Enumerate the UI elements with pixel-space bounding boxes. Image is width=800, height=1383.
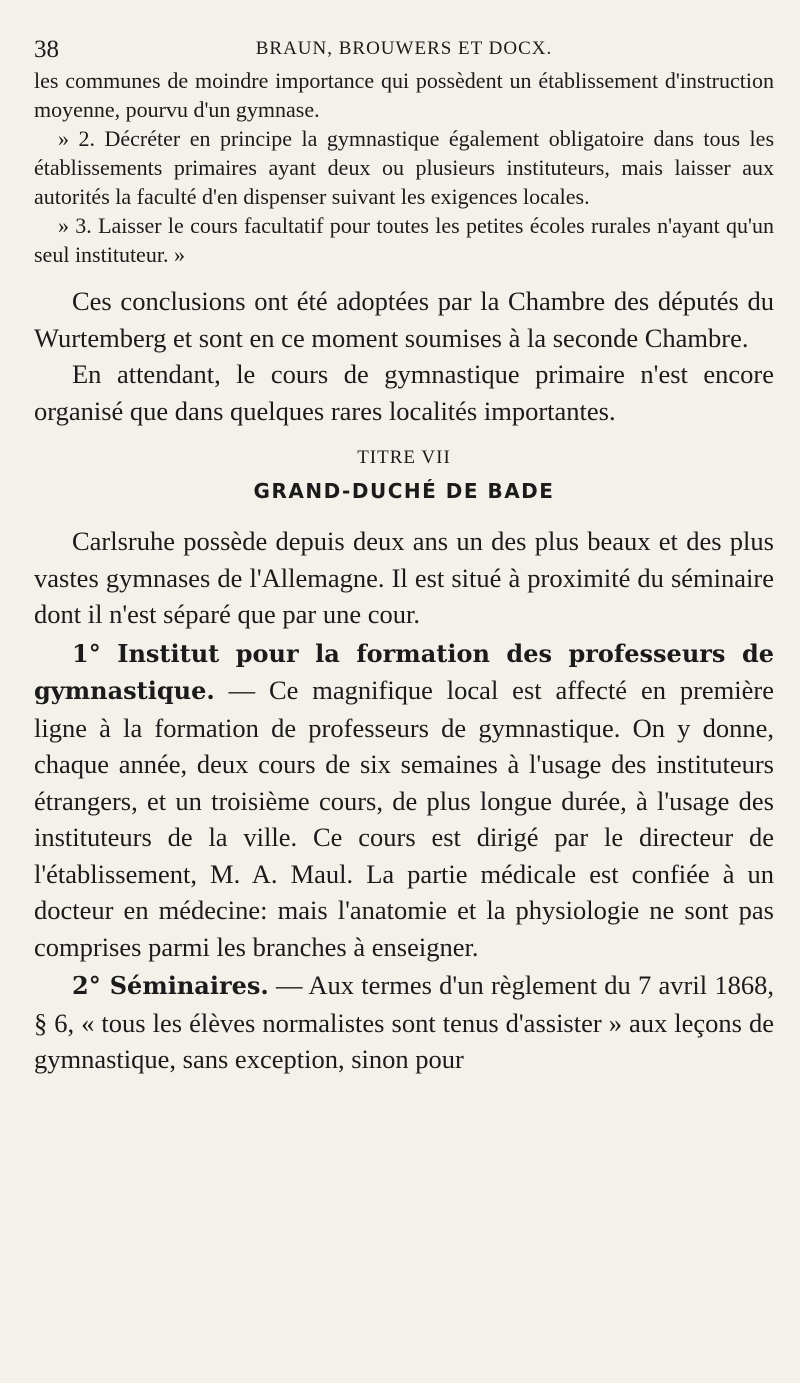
quoted-conclusions bbox=[34, 66, 774, 269]
chapter-title: GRAND-DUCHÉ DE BADE bbox=[253, 479, 555, 503]
seminaires-paragraph bbox=[34, 967, 774, 1078]
seminaires-text: — Aux termes d'un règlement du 7 avril 1868, § 6, « tous les élèves normalistes sont tenus d'assister » aux leçons de gymnastique, sans exception, sinon pour bbox=[34, 970, 774, 1074]
book-page bbox=[34, 30, 774, 1078]
baden-section bbox=[34, 523, 774, 1078]
page-number: 38 bbox=[34, 36, 59, 63]
institut-heading: 1° Institut pour la formation des professeurs de gymnastique. bbox=[34, 638, 774, 705]
wurtemberg-conclusion bbox=[34, 283, 774, 429]
running-title: BRAUN, BROUWERS ET DOCX. bbox=[255, 38, 553, 59]
chapter-number: TITRE VII bbox=[357, 447, 451, 468]
chapter-heading bbox=[34, 447, 774, 503]
body-paragraph: Ces conclusions ont été adoptées par la Chambre des députés du Wurtemberg et sont en ce moment soumises à la seconde Chambre. bbox=[34, 286, 774, 353]
institut-text: — Ce magnifique local est affecté en première ligne à la formation de professeurs de gymnastique. On y donne, chaque année, deux cours de six semaines à l'usage des instituteurs étrangers, et un troisième cours, de plus longue durée, à l'usage des instituteurs de la ville. Ce cours est dirigé par le directeur de l'établissement, M. A. Maul. La partie médicale est confiée à un docteur en médecine: mais l'anatomie et la physiologie ne sont pas comprises parmi les branches à enseigner. bbox=[34, 675, 774, 962]
quote-paragraph: » 2. Décréter en principe la gymnastique également obligatoire dans tous les établissements primaires ayant deux ou plusieurs instituteurs, mais laisser aux autorités la faculté d'en dispenser suivant les exigences locales. bbox=[34, 126, 774, 209]
quote-paragraph: » 3. Laisser le cours facultatif pour toutes les petites écoles rurales n'ayant qu'un seul instituteur. » bbox=[34, 213, 774, 267]
body-paragraph: En attendant, le cours de gymnastique primaire n'est encore organisé que dans quelques rares localités importantes. bbox=[34, 359, 774, 426]
institut-paragraph bbox=[34, 635, 774, 966]
quote-paragraph: les communes de moindre importance qui possèdent un établissement d'instruction moyenne, pourvu d'un gymnase. bbox=[34, 68, 774, 122]
running-header bbox=[34, 30, 774, 66]
body-paragraph: Carlsruhe possède depuis deux ans un des plus beaux et des plus vastes gymnases de l'Allemagne. Il est situé à proximité du séminaire dont il n'est séparé que par une cour. bbox=[34, 526, 774, 629]
seminaires-heading: 2° Séminaires. bbox=[72, 971, 269, 1000]
